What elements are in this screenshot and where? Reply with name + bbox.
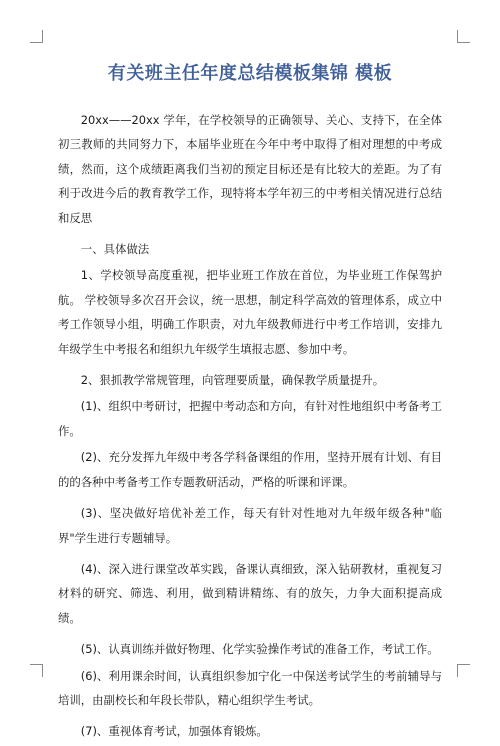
- paragraph-subitem-6: (6)、利用课余时间，认真组织参加宁化一中保送考试学生的考前辅导与培训，由副校长和年段长带队，精心组织学生考试。: [58, 668, 442, 707]
- paragraph-subitem-5: (5)、认真训练并做好物理、化学实验操作考试的准备工作，考试工作。: [80, 642, 439, 657]
- crop-mark-top-right: [457, 30, 470, 43]
- paragraph-item-1: 1、学校领导高度重视，把毕业班工作放在首位，为毕业班工作保驾护航。 学校领导多次召开会议，统一思想，制定科学高效的管理体系，成立中考工作领导小组，明确工作职责，对九年级教师进行中考工作培训，安排九年级学生中考报名和组织九年级学生填报志愿、参加中考。: [58, 268, 442, 356]
- paragraph-subitem-3: (3)、坚决做好培优补差工作，每天有针对性地对九年级年级各种"临界"学生进行专题辅导。: [58, 506, 442, 545]
- paragraph-subitem-2: (2)、充分发挥九年级中考各学科备课组的作用，坚持开展有计划、有目的的各种中考备考工作专题教研活动，严格的听课和评课。: [58, 450, 442, 489]
- crop-mark-top-left: [30, 30, 43, 43]
- crop-mark-bottom-left: [30, 664, 43, 677]
- paragraph-subitem-1: (1)、组织中考研讨，把握中考动态和方向，有针对性地组织中考备考工作。: [58, 399, 442, 438]
- paragraph-subitem-7: (7)、重视体育考试，加强体育锻炼。: [80, 724, 268, 739]
- document-body: [58, 108, 442, 746]
- paragraph-intro: 20xx——20xx 学年，在学校领导的正确领导、关心、支持下，在全体初三教师的共同努力下，本届毕业班在今年中考中取得了相对理想的中考成绩，然而，这个成绩距离我们当初的预定目标还是有比较大的差距。为了有利于改进今后的教育教学工作，现特将本学年初三的中考相关情况进行总结和反思: [58, 113, 442, 225]
- paragraph-subitem-4: (4)、深入进行课堂改革实践，备课认真细致，深入钻研教材，重视复习材料的研究、筛选、利用，做到精讲精练、有的放矢，力争大面积提高成绩。: [58, 561, 442, 625]
- document-title: 有关班主任年度总结模板集锦 模板: [107, 63, 393, 84]
- crop-mark-bottom-right: [457, 664, 470, 677]
- paragraph-item-2: 2、狠抓教学常规管理，向管理要质量，确保教学质量提升。: [80, 373, 385, 388]
- section-heading: 一、具体做法: [80, 242, 150, 257]
